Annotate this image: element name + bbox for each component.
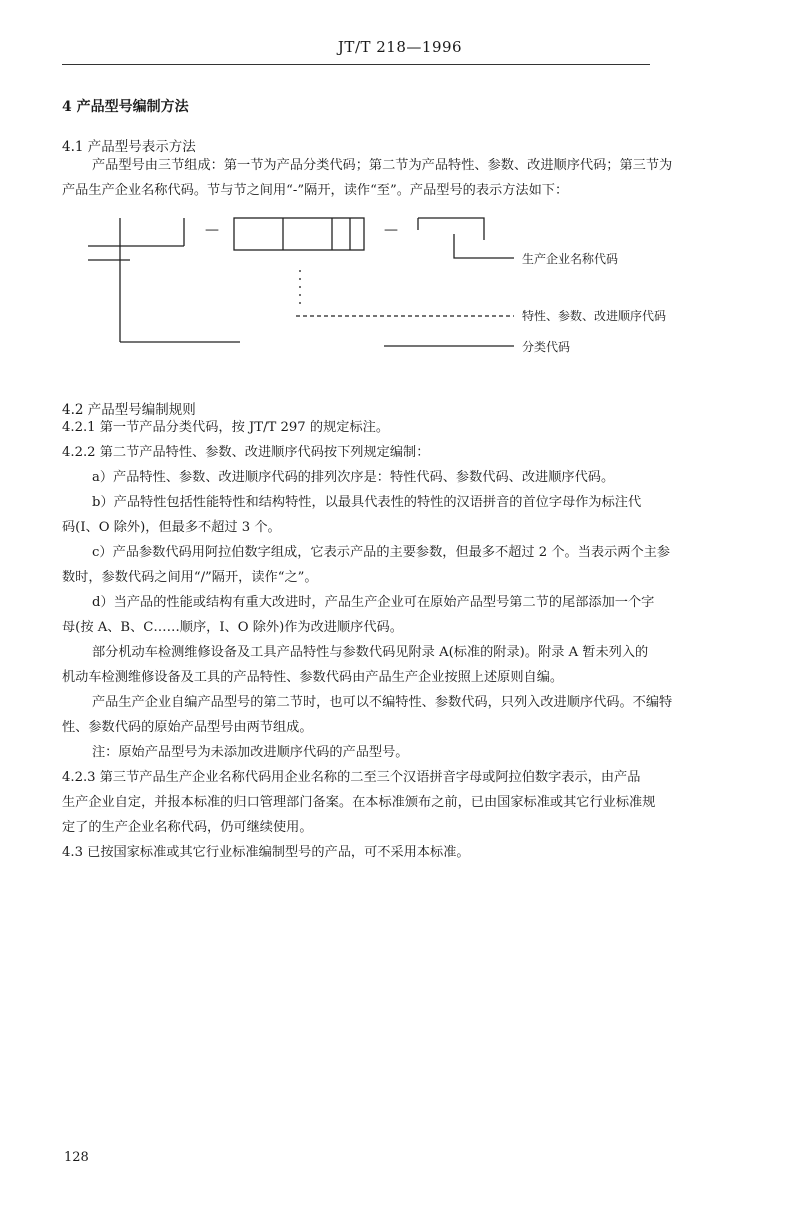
clause-4-2-3-line2: 生产企业自定，并报本标准的归口管理部门备案。在本标准颁布之前，已由国家标准或其它行业标准规 (62, 795, 656, 810)
paragraph-appendix-line2: 机动车检测维修设备及工具的产品特性、参数代码由产品生产企业按照上述原则自编。 (62, 670, 564, 685)
label-enterprise-code: 生产企业名称代码 (522, 252, 619, 266)
section-4-2-heading: 4.2 产品型号编制规则 (62, 402, 196, 418)
item-d-line1: d）当产品的性能或结构有重大改进时，产品生产企业可在原始产品型号第二节的尾部添加一个字 (92, 595, 655, 610)
item-a: a）产品特性、参数、改进顺序代码的排列次序是：特性代码、参数代码、改进顺序代码。 (92, 470, 615, 485)
diagram-dash-2: — (384, 222, 398, 238)
section-4-1-heading: 4.1 产品型号表示方法 (62, 139, 196, 155)
box3-bracket (418, 218, 484, 240)
header-rule (62, 64, 650, 65)
model-structure-diagram (0, 200, 800, 360)
clause-4-2-3-line1: 4.2.3 第三节产品生产企业名称代码用企业名称的二至三个汉语拼音字母或阿拉伯数字表示，由产品 (62, 770, 641, 785)
box2-group (234, 218, 364, 250)
clause-4-2-3-line3: 定了的生产企业名称代码，仍可继续使用。 (62, 820, 313, 835)
paragraph-selfcode-line1: 产品生产企业自编产品型号的第二节时，也可以不编特性、参数代码，只列入改进顺序代码。不编特 (92, 695, 673, 710)
section-4-2-body (62, 415, 762, 865)
item-c-line1: c）产品参数代码用阿拉伯数字组成，它表示产品的主要参数，但最多不超过 2 个。当表示两个主参 (92, 545, 671, 560)
clause-4-2-1: 4.2.1 第一节产品分类代码，按 JT/T 297 的规定标注。 (62, 420, 390, 435)
page-number: 128 (64, 1150, 89, 1165)
item-d-line2: 母(按 A、B、C……顺序，I、O 除外)作为改进顺序代码。 (62, 620, 403, 635)
clause-4-2-2: 4.2.2 第二节产品特性、参数、改进顺序代码按下列规定编制： (62, 445, 430, 460)
diagram-dash-1: — (205, 222, 219, 238)
paragraph-selfcode-line2: 性、参数代码的原始产品型号由两节组成。 (62, 720, 313, 735)
label-category-code: 分类代码 (522, 340, 571, 354)
item-b-line2: 码(I、O 除外)，但最多不超过 3 个。 (62, 520, 281, 535)
paragraph-line: 产品型号由三节组成：第一节为产品分类代码；第二节为产品特性、参数、改进顺序代码；第三节为 (92, 158, 673, 173)
label-feature-code: 特性、参数、改进顺序代码 (522, 309, 667, 323)
paragraph-appendix-line1: 部分机动车检测维修设备及工具产品特性与参数代码见附录 A(标准的附录)。附录 A 暂未列入的 (92, 645, 649, 660)
section-4-1-paragraph (62, 153, 762, 203)
item-b-line1: b）产品特性包括性能特性和结构特性，以最具代表性的特性的汉语拼音的首位字母作为标注代 (92, 495, 642, 510)
paragraph-line: 产品生产企业名称代码。节与节之间用“-”隔开，读作“至”。产品型号的表示方法如下： (62, 183, 569, 198)
section-4-heading: 4 产品型号编制方法 (62, 99, 189, 115)
item-c-line2: 数时，参数代码之间用“/”隔开，读作“之”。 (62, 570, 318, 585)
clause-4-3: 4.3 已按国家标准或其它行业标准编制型号的产品，可不采用本标准。 (62, 845, 470, 860)
note: 注：原始产品型号为未添加改进顺序代码的产品型号。 (92, 745, 409, 760)
document-header: JT/T 218—1996 (337, 38, 463, 56)
